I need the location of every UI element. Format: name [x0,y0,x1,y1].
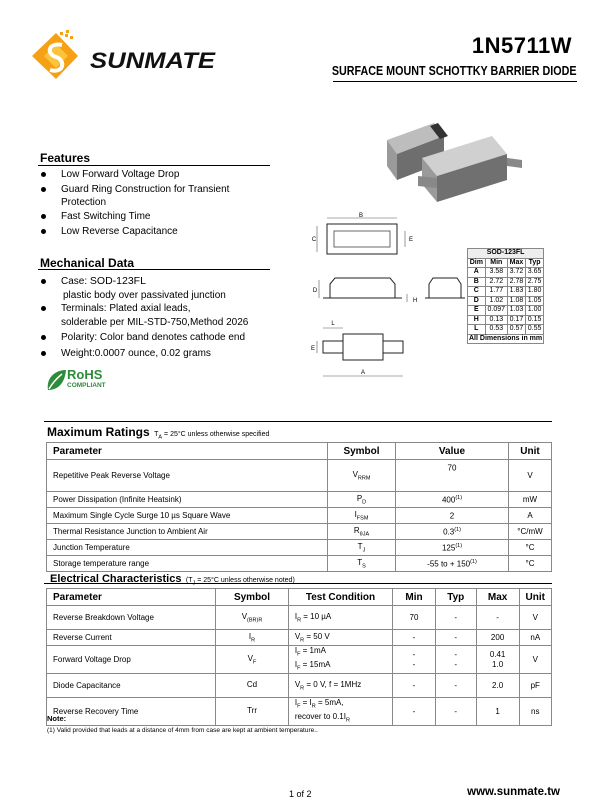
dim-label-c: C [311,237,317,243]
dim-label-e: E [409,237,414,243]
weight-item: Weight:0.0007 ounce, 0.02 grams [41,347,271,360]
table-row: Forward Voltage Drop $V_F$ $I_F = 1mA$ $I_F = 15mA$ - - - - 0.41 1.0 V [47,646,552,674]
table-row: C 1.77 1.83 1.80 [468,287,544,297]
column-header: Unit [519,589,551,606]
column-header: Parameter [47,589,216,606]
features-rule [38,165,270,166]
mechanical-title: Mechanical Data [40,256,135,270]
feature-item: Guard Ring Construction for Transient Protection [41,183,271,209]
dim-label-d: D [312,288,318,294]
bullet-icon [41,306,46,311]
website-link[interactable]: www.sunmate.tw [467,786,560,798]
table-row: Reverse Current $I_R$ $V_R = 50$ V - - 200 nA [47,630,552,646]
dim-header: Min [485,258,507,268]
max-ratings-heading [47,423,269,441]
table-row: Junction Temperature $T_J$ 125$^{(1)}$ °C [47,540,552,556]
package-outline-drawings [305,210,470,395]
table-row: A 3.58 3.72 3.65 [468,268,544,278]
case-detail: plastic body over passivated junction [63,290,226,301]
table-row: Maximum Single Cycle Surge 10 µs Square Wave $I_{FSM}$ 2 A [47,508,552,524]
feature-item: Low Reverse Capacitance [41,225,271,238]
max-ratings-top-rule [44,421,552,422]
case-item: Case: SOD-123FL [41,275,271,288]
dim-label-h: H [413,298,418,304]
dimensions-table-title: SOD-123FL [468,249,544,259]
page-number: 1 of 2 [289,789,312,799]
bullet-icon [41,229,46,234]
svg-text:SUNMATE: SUNMATE [90,48,217,73]
bullet-icon [41,351,46,356]
mechanical-rule [38,269,270,270]
bullet-icon [41,214,46,219]
table-row: E 0.097 1.03 1.00 [468,306,544,316]
feature-item: Fast Switching Time [41,210,271,223]
dimensions-table [467,248,544,344]
bullet-icon [41,335,46,340]
column-header: Parameter [47,443,328,460]
table-row: Thermal Resistance Junction to Ambient Air $R_{\theta JA}$ 0.3$^{(1)}$ °C/mW [47,524,552,540]
leaf-icon [45,368,67,392]
notes-label: Note: [47,714,67,723]
dim-label-l: L [331,321,335,327]
dim-label-a: A [360,370,366,376]
table-row: Reverse Recovery Time Trr $I_F = I_R = 5mA$, recover to $0.1I_R$ - - 1 ns [47,698,552,726]
column-header: Unit [509,443,552,460]
table-row: Power Dissipation (Infinite Heatsink) $P_D$ 400$^{(1)}$ mW [47,492,552,508]
column-header: Symbol [328,443,396,460]
electrical-table [46,588,552,726]
terminals-detail: solderable per MIL-STD-750,Method 2026 [61,317,249,328]
feature-item: Low Forward Voltage Drop [41,168,271,181]
part-description: SURFACE MOUNT SCHOTTKY BARRIER DIODE [332,64,577,78]
table-row: Diode Capacitance Cd $V_R = 0$ V, f = 1MHz - - 2.0 pF [47,674,552,698]
column-header: Min [393,589,436,606]
column-header: Max [476,589,519,606]
max-ratings-title: Maximum Ratings [47,425,150,439]
max-ratings-condition: $T_A = 25^\circ C$ unless otherwise specified [154,431,270,441]
electrical-top-rule [44,583,552,584]
column-header: Typ [435,589,476,606]
electrical-title: Electrical Characteristics [50,573,182,585]
table-row: D 1.02 1.08 1.05 [468,296,544,306]
dim-header: Dim [468,258,486,268]
table-row: H 0.13 0.17 0.15 [468,315,544,325]
package-photo [382,118,572,208]
table-row: Storage temperature range $T_S$ -55 to + $150^{(1)}$ °C [47,556,552,572]
column-header: Test Condition [288,589,392,606]
electrical-heading [50,569,295,587]
table-row: B 2.72 2.78 2.75 [468,277,544,287]
features-title: Features [40,151,91,165]
electrical-condition: ($T_J = 25^\circ C$ unless otherwise noted) [185,577,295,587]
max-ratings-table [46,442,552,572]
dim-label-e2: E [310,346,316,352]
dim-header: Max [507,258,525,268]
column-header: Symbol [216,589,289,606]
bullet-icon [41,187,46,192]
part-number: 1N5711W [471,33,572,58]
dimensions-footer: All Dimensions in mm [469,334,543,342]
rohs-badge: RoHS COMPLIANT [45,366,125,394]
table-row: L 0.53 0.57 0.55 [468,325,544,335]
terminals-item: Terminals: Plated axial leads, [41,302,271,315]
dim-label-b: B [358,213,364,219]
company-logo [30,30,225,92]
dim-header: Typ [526,258,544,268]
polarity-item: Polarity: Color band denotes cathode end [41,331,271,344]
table-row: Reverse Breakdown Voltage $V_{(BR)R}$ $I_R = 10$ µA 70 - - V [47,606,552,630]
table-row: Repetitive Peak Reverse Voltage $V_{RRM}$ 70 V [47,460,552,492]
note-1: (1) Valid provided that leads at a distance of 4mm from case are kept at ambient temperature.. [47,727,318,734]
column-header: Value [396,443,509,460]
bullet-icon [41,279,46,284]
bullet-icon [41,172,46,177]
header-rule [333,81,577,82]
